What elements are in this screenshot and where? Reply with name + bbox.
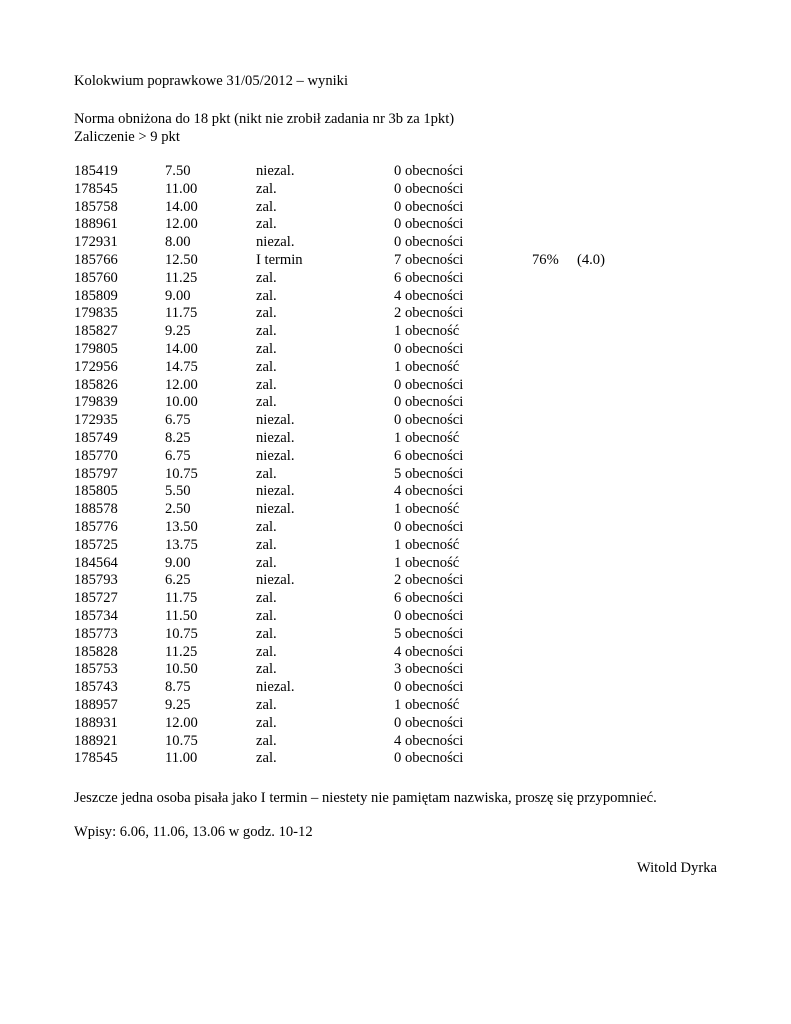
student-id: 184564: [74, 554, 118, 571]
attendance: 0 obecności: [394, 750, 464, 767]
list-item: [74, 412, 694, 430]
points: 2.50: [165, 501, 191, 518]
result: zal.: [256, 590, 277, 607]
attendance: 6 obecności: [394, 447, 464, 464]
list-item: [74, 501, 694, 519]
student-id: 185725: [74, 536, 118, 553]
list-item: [74, 661, 694, 679]
note-text: Jeszcze jedna osoba pisała jako I termin – niestety nie pamiętam nazwiska, proszę się przypomnieć.: [74, 790, 657, 806]
attendance: 1 obecność: [394, 358, 460, 375]
attendance: 4 obecności: [394, 643, 464, 660]
student-id: 185776: [74, 518, 118, 535]
attendance: 0 obecności: [394, 376, 464, 393]
result: zal.: [256, 554, 277, 571]
student-id: 185770: [74, 447, 118, 464]
attendance: 5 obecności: [394, 625, 464, 642]
list-item: [74, 448, 694, 466]
student-id: 185797: [74, 465, 118, 482]
points: 10.00: [165, 394, 198, 411]
student-id: 188921: [74, 732, 118, 749]
points: 11.50: [165, 607, 198, 624]
list-item: [74, 234, 694, 252]
points: 10.50: [165, 661, 198, 678]
list-item: [74, 466, 694, 484]
attendance: 0 obecności: [394, 340, 464, 357]
points: 14.75: [165, 358, 198, 375]
list-item: [74, 181, 694, 199]
points: 9.25: [165, 323, 191, 340]
points: 9.25: [165, 696, 191, 713]
attendance: 0 obecności: [394, 679, 464, 696]
student-id: 185753: [74, 661, 118, 678]
signature: Witold Dyrka: [636, 860, 717, 876]
list-item: [74, 359, 694, 377]
list-item: [74, 715, 694, 733]
points: 11.00: [165, 750, 198, 767]
attendance: 0 obecności: [394, 163, 464, 179]
points: 11.25: [165, 643, 198, 660]
list-item: [74, 305, 694, 323]
student-id: 172935: [74, 412, 118, 429]
attendance: 0 obecności: [394, 234, 464, 251]
attendance: 1 obecność: [394, 429, 460, 446]
attendance: 0 obecności: [394, 198, 464, 215]
attendance: 1 obecność: [394, 696, 460, 713]
student-id: 185828: [74, 643, 118, 660]
attendance: 7 obecności: [394, 251, 464, 268]
points: 11.25: [165, 269, 198, 286]
list-item: [74, 323, 694, 341]
points: 13.75: [165, 536, 198, 553]
attendance: 0 obecności: [394, 607, 464, 624]
student-id: 188957: [74, 696, 118, 713]
result: niezal.: [256, 679, 295, 696]
result: niezal.: [256, 447, 295, 464]
points: 11.75: [165, 305, 198, 322]
list-item: [74, 288, 694, 306]
student-id: 178545: [74, 180, 118, 197]
student-id: 172956: [74, 358, 118, 375]
points: 12.00: [165, 376, 198, 393]
result: zal.: [256, 394, 277, 411]
points: 13.50: [165, 518, 198, 535]
attendance: 4 obecności: [394, 483, 464, 500]
attendance: 6 obecności: [394, 590, 464, 607]
attendance: 4 obecności: [394, 732, 464, 749]
attendance: 0 obecności: [394, 518, 464, 535]
attendance: 0 obecności: [394, 394, 464, 411]
grade: (4.0): [577, 251, 605, 268]
student-id: 185760: [74, 269, 118, 286]
student-id: 185727: [74, 590, 118, 607]
result: I termin: [256, 251, 303, 268]
points: 8.00: [165, 234, 191, 251]
result: zal.: [256, 358, 277, 375]
norma-text: Norma obniżona do 18 pkt (nikt nie zrobił zadania nr 3b za 1pkt): [74, 111, 455, 127]
result: zal.: [256, 287, 277, 304]
student-id: 185826: [74, 376, 118, 393]
zaliczenie-text: Zaliczenie > 9 pkt: [74, 129, 180, 145]
list-item: [74, 733, 694, 751]
attendance: 0 obecności: [394, 180, 464, 197]
student-id: 185793: [74, 572, 118, 589]
result: zal.: [256, 269, 277, 286]
result: niezal.: [256, 572, 295, 589]
student-id: 185766: [74, 251, 118, 268]
list-item: [74, 216, 694, 234]
points: 11.75: [165, 590, 198, 607]
list-item: [74, 679, 694, 697]
points: 12.00: [165, 216, 198, 233]
result: zal.: [256, 732, 277, 749]
list-item: [74, 572, 694, 590]
points: 7.50: [165, 163, 191, 179]
points: 14.00: [165, 198, 198, 215]
result: zal.: [256, 518, 277, 535]
points: 5.50: [165, 483, 191, 500]
points: 11.00: [165, 180, 198, 197]
attendance: 1 obecność: [394, 501, 460, 518]
result: niezal.: [256, 429, 295, 446]
attendance: 0 obecności: [394, 412, 464, 429]
student-id: 188578: [74, 501, 118, 518]
attendance: 2 obecności: [394, 572, 464, 589]
attendance: 0 obecności: [394, 714, 464, 731]
result: zal.: [256, 198, 277, 215]
list-item: [74, 750, 694, 768]
percent: 76%: [532, 251, 559, 268]
list-item: [74, 697, 694, 715]
result: niezal.: [256, 234, 295, 251]
result: zal.: [256, 661, 277, 678]
result: zal.: [256, 323, 277, 340]
list-item: [74, 519, 694, 537]
list-item: [74, 555, 694, 573]
student-id: 185773: [74, 625, 118, 642]
list-item: [74, 377, 694, 395]
points: 9.00: [165, 287, 191, 304]
result: zal.: [256, 305, 277, 322]
result: zal.: [256, 465, 277, 482]
list-item: [74, 270, 694, 288]
student-id: 185827: [74, 323, 118, 340]
points: 6.75: [165, 447, 191, 464]
student-id: 179839: [74, 394, 118, 411]
attendance: 1 obecność: [394, 554, 460, 571]
attendance: 1 obecność: [394, 536, 460, 553]
points: 6.25: [165, 572, 191, 589]
student-id: 185805: [74, 483, 118, 500]
points: 10.75: [165, 625, 198, 642]
points: 12.50: [165, 251, 198, 268]
list-item: [74, 626, 694, 644]
list-item: [74, 483, 694, 501]
attendance: 3 obecności: [394, 661, 464, 678]
points: 10.75: [165, 732, 198, 749]
list-item: [74, 199, 694, 217]
list-item: [74, 430, 694, 448]
result: zal.: [256, 714, 277, 731]
student-id: 185749: [74, 429, 118, 446]
list-item: [74, 394, 694, 412]
attendance: 0 obecności: [394, 216, 464, 233]
points: 14.00: [165, 340, 198, 357]
points: 6.75: [165, 412, 191, 429]
points: 12.00: [165, 714, 198, 731]
student-id: 179835: [74, 305, 118, 322]
list-item: [74, 537, 694, 555]
attendance: 1 obecność: [394, 323, 460, 340]
points: 9.00: [165, 554, 191, 571]
points: 8.75: [165, 679, 191, 696]
document-title: Kolokwium poprawkowe 31/05/2012 – wyniki: [74, 73, 349, 89]
result: zal.: [256, 607, 277, 624]
student-id: 185419: [74, 163, 118, 179]
result: niezal.: [256, 483, 295, 500]
points: 10.75: [165, 465, 198, 482]
student-id: 185743: [74, 679, 118, 696]
result: zal.: [256, 643, 277, 660]
results-list: [74, 163, 694, 768]
attendance: 5 obecności: [394, 465, 464, 482]
result: niezal.: [256, 501, 295, 518]
list-item: [74, 252, 694, 270]
student-id: 179805: [74, 340, 118, 357]
student-id: 188961: [74, 216, 118, 233]
result: zal.: [256, 340, 277, 357]
result: zal.: [256, 536, 277, 553]
result: zal.: [256, 180, 277, 197]
list-item: [74, 608, 694, 626]
result: niezal.: [256, 412, 295, 429]
attendance: 6 obecności: [394, 269, 464, 286]
student-id: 188931: [74, 714, 118, 731]
result: zal.: [256, 750, 277, 767]
student-id: 185809: [74, 287, 118, 304]
student-id: 185734: [74, 607, 118, 624]
result: niezal.: [256, 163, 295, 179]
attendance: 4 obecności: [394, 287, 464, 304]
attendance: 2 obecności: [394, 305, 464, 322]
result: zal.: [256, 696, 277, 713]
list-item: [74, 163, 694, 181]
points: 8.25: [165, 429, 191, 446]
list-item: [74, 341, 694, 359]
list-item: [74, 590, 694, 608]
student-id: 178545: [74, 750, 118, 767]
result: zal.: [256, 216, 277, 233]
student-id: 185758: [74, 198, 118, 215]
list-item: [74, 644, 694, 662]
result: zal.: [256, 625, 277, 642]
result: zal.: [256, 376, 277, 393]
wpisy-text: Wpisy: 6.06, 11.06, 13.06 w godz. 10-12: [74, 824, 313, 840]
student-id: 172931: [74, 234, 118, 251]
